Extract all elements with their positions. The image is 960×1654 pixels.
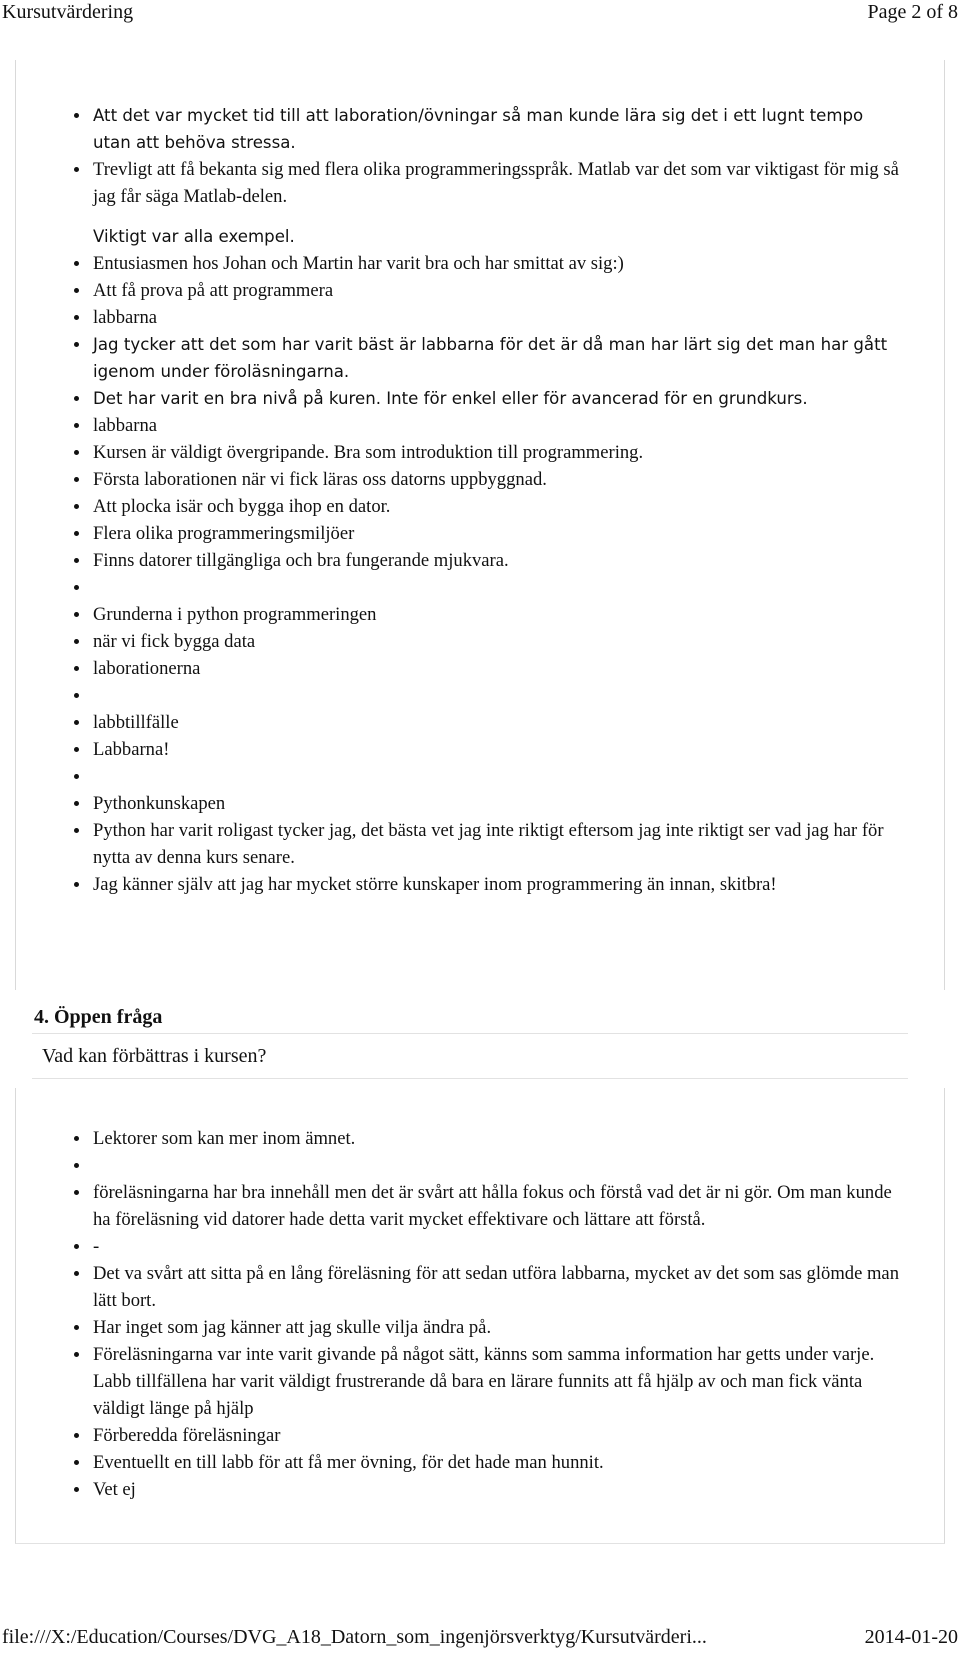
question-text: Vad kan förbättras i kursen? [42,1045,267,1067]
list-item: Förberedda föreläsningar [68,1422,903,1449]
list-item: Att plocka isär och bygga ihop en dator. [68,493,903,520]
list-item: Labbarna! [68,736,903,763]
list-item-empty [68,763,903,790]
list-item: Jag känner själv att jag har mycket större kunskaper inom programmering än innan, skitbra! [68,871,903,898]
list-item: Jag tycker att det som har varit bäst är labbarna för det är då man har lärt sig det man har gått igenom under föroläsningarna. [68,331,903,385]
list-item: Första laborationen när vi fick läras oss datorns uppbyggnad. [68,466,903,493]
list-item: Kursen är väldigt övergripande. Bra som introduktion till programmering. [68,439,903,466]
list-item: Att få prova på att programmera [68,277,903,304]
list-item: labbarna [68,412,903,439]
list-item: Det har varit en bra nivå på kuren. Inte för enkel eller för avancerad för en grundkurs. [68,385,903,412]
list-item: när vi fick bygga data [68,628,903,655]
page-header [0,0,960,28]
list-item: Föreläsningarna var inte varit givande på något sätt, känns som samma information har getts under varje. Labb tillfällena har varit väldigt frustrerande då bara en lärare funnits att få hjälp av och man fick vänta väldigt länge på hjälp [68,1341,903,1422]
page-footer [0,1625,960,1649]
list-item-text: Trevligt att få bekanta sig med flera olika programmeringsspråk. Matlab var det som var viktigast för mig så jag får säga Matlab-delen. [93,159,899,207]
list-item: Pythonkunskapen [68,790,903,817]
list-item: Grunderna i python programmeringen [68,601,903,628]
list-item: Eventuellt en till labb för att få mer övning, för det hade man hunnit. [68,1449,903,1476]
list-item-empty [68,1152,903,1179]
list-item: Flera olika programmeringsmiljöer [68,520,903,547]
list-item: Python har varit roligast tycker jag, det bästa vet jag inte riktigt eftersom jag inte riktigt ser vad jag har för nytta av denna kurs senare. [68,817,903,871]
question-box [32,1033,908,1079]
list-item: labbtillfälle [68,709,903,736]
list-item: Finns datorer tillgängliga och bra fungerande mjukvara. [68,547,903,574]
list-item: - [68,1233,903,1260]
answer-list-2 [68,1125,903,1503]
list-item: laborationerna [68,655,903,682]
list-item-empty [68,574,903,601]
list-item: Entusiasmen hos Johan och Martin har varit bra och har smittat av sig:) [68,250,903,277]
section-title: 4. Öppen fråga [34,1006,163,1028]
file-path: file:///X:/Education/Courses/DVG_A18_Datorn_som_ingenjörsverktyg/Kursutvärderi... [2,1626,707,1648]
list-item [68,156,903,210]
page-number: Page 2 of 8 [867,1,958,23]
list-item: Att det var mycket tid till att laboration/övningar så man kunde lära sig det i ett lugnt tempo utan att behöva stressa. [68,102,903,156]
list-item: Vet ej [68,1476,903,1503]
list-item: Det va svårt att sitta på en lång föreläsning för att sedan utföra labbarna, mycket av det som sas glömde man lätt bort. [68,1260,903,1314]
list-item: föreläsningarna har bra innehåll men det är svårt att hålla fokus och förstå vad det är ni gör. Om man kunde ha föreläsning vid datorer hade detta varit mycket effektivare och lättare att förstå. [68,1179,903,1233]
list-item: Har inget som jag känner att jag skulle vilja ändra på. [68,1314,903,1341]
print-date: 2014-01-20 [864,1626,958,1648]
list-item-continuation: Viktigt var alla exempel. [93,227,295,246]
document-title: Kursutvärdering [2,1,134,23]
answer-list-1 [68,102,903,898]
list-item: labbarna [68,304,903,331]
list-item: Lektorer som kan mer inom ämnet. [68,1125,903,1152]
list-item-empty [68,682,903,709]
